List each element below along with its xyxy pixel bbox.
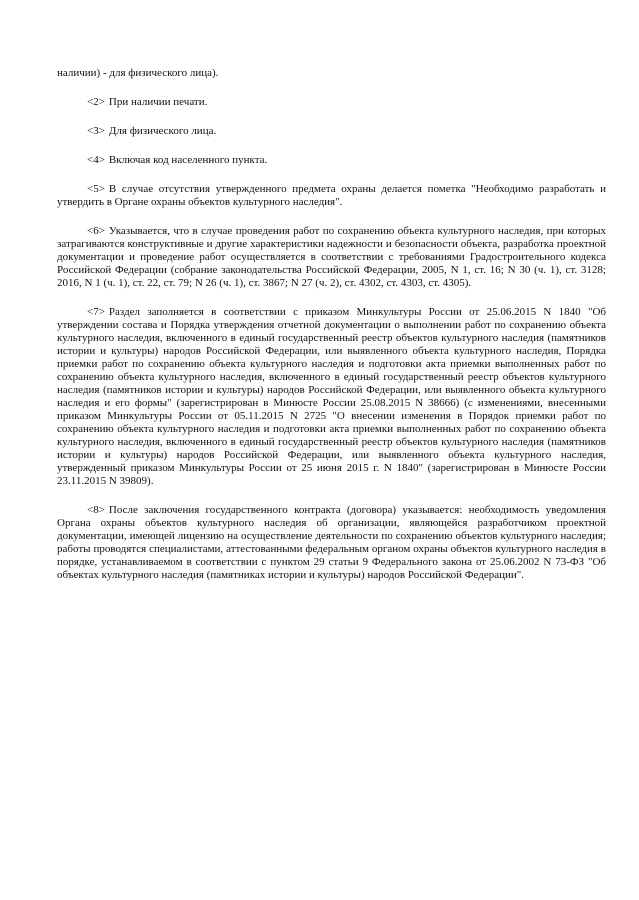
footnote-8: [57, 504, 606, 582]
footnote-marker: <2>: [87, 96, 105, 108]
footnote-2: [57, 96, 606, 109]
paragraph-text: наличии) - для физического лица).: [57, 67, 219, 79]
footnote-text: Включая код населенного пункта.: [108, 154, 268, 166]
footnote-continuation: [57, 67, 606, 80]
footnote-marker: <8>: [87, 504, 105, 516]
footnote-text: Раздел заполняется в соответствии с приказом Минкультуры России от 25.06.2015 N 1840 "Об утверждении состава и Порядка утверждения отчетной документации о выполнении работ по сохранению объекта культурного наследия, включенного в единый государственный реестр объектов культурного наследия (памятников истории и культуры) народов Российской Федерации, или выявленного объекта культурного наследия, Порядка приемки работ по сохранению объекта культурного наследия и подготовки акта приемки выполненных работ по сохранению объекта культурного наследия, включенного в единый государственный реестр объектов культурного наследия (памятников истории и культуры) народов Российской Федерации, или выявленного объекта культурного наследия и его формы" (зарегистрирован в Минюсте России 25.08.2015 N 38666) (с изменениями, внесенными приказом Минкультуры России от 05.11.2015 N 2725 "О внесении изменения в Порядок приемки работ по сохранению объекта культурного наследия и подготовки акта приемки выполненных работ по сохранению объекта культурного наследия, включенного в единый государственный реестр объектов культурного наследия (памятников истории и культуры) народов Российской Федерации, или выявленного объекта культурного наследия, утвержденный приказом Минкультуры России от 25 июня 2015 г. N 1840" (зарегистрирован в Минюсте России 23.11.2015 N 39809).: [57, 306, 606, 487]
footnote-marker: <4>: [87, 154, 105, 166]
footnote-4: [57, 154, 606, 167]
footnote-5: [57, 183, 606, 209]
footnote-3: [57, 125, 606, 138]
footnote-text: В случае отсутствия утвержденного предмета охраны делается пометка "Необходимо разработать и утвердить в Органе охраны объектов культурного наследия".: [57, 183, 606, 208]
footnotes-section: [57, 67, 606, 598]
footnote-text: Указывается, что в случае проведения работ по сохранению объекта культурного наследия, при которых затрагиваются конструктивные и другие характеристики надежности и безопасности объекта, разработка проектной документации и проведение работ осуществляется в соответствии с требованиями Градостроительного кодекса Российской Федерации (собрание законодательства Российской Федерации, 2005, N 1, ст. 16; N 30 (ч. 1), ст. 3128; 2016, N 1 (ч. 1), ст. 22, ст. 79; N 26 (ч. 1), ст. 3867; N 27 (ч. 2), ст. 4302, ст. 4303, ст. 4305).: [57, 225, 606, 289]
footnote-7: [57, 306, 606, 488]
footnote-text: При наличии печати.: [108, 96, 208, 108]
footnote-text: После заключения государственного контракта (договора) указывается: необходимость уведомления Органа охраны объектов культурного наследия об организации, являющейся разработчиком проектной документации, имеющей лицензию на осуществление деятельности по сохранению объектов культурного наследия; работы проводятся специалистами, аттестованными федеральным органом охраны объектов культурного наследия в порядке, устанавливаемом в соответствии с пунктом 29 статьи 9 Федерального закона от 25.06.2002 N 73-ФЗ "Об объектах культурного наследия (памятниках истории и культуры) народов Российской Федерации".: [57, 504, 606, 581]
footnote-marker: <5>: [87, 183, 105, 195]
footnote-marker: <7>: [87, 306, 105, 318]
footnote-marker: <6>: [87, 225, 105, 237]
footnote-text: Для физического лица.: [108, 125, 217, 137]
footnote-marker: <3>: [87, 125, 105, 137]
footnote-6: [57, 225, 606, 290]
